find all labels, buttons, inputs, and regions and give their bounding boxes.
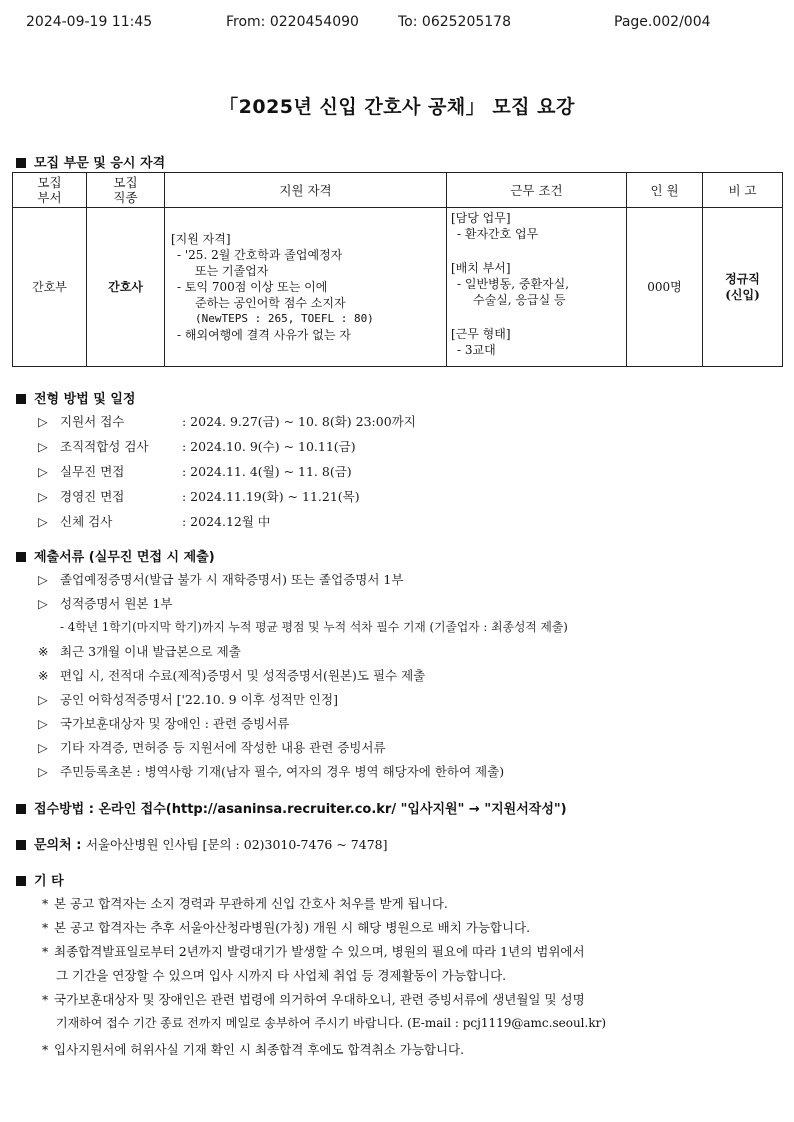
list-item bbox=[38, 437, 356, 455]
asterisk-icon: * bbox=[42, 1042, 49, 1057]
list-item bbox=[38, 412, 416, 430]
triangle-bullet-icon: ▷ bbox=[38, 514, 48, 529]
header-job-line1: 모집 bbox=[113, 175, 138, 190]
header-dept-line2: 부서 bbox=[37, 190, 62, 205]
cond-place-line1: - 일반병동, 중환자실, bbox=[457, 277, 570, 291]
section-heading-text: 전형 방법 및 일정 bbox=[34, 392, 136, 407]
asterisk-icon: * bbox=[42, 944, 49, 959]
list-item bbox=[42, 918, 530, 936]
recruit-table bbox=[12, 172, 783, 367]
square-bullet-icon bbox=[16, 552, 26, 562]
qual-line: 또는 기졸업자 bbox=[195, 264, 269, 278]
section-heading-text: 모집 부문 및 응시 자격 bbox=[34, 156, 166, 171]
fax-from: From: 0220454090 bbox=[226, 14, 359, 30]
qual-line: - 해외여행에 결격 사유가 없는 자 bbox=[177, 328, 351, 342]
schedule-label: 실무진 면접 bbox=[60, 464, 125, 479]
document-text: 편입 시, 전적대 수료(제적)증명서 및 성적증명서(원본)도 필수 제출 bbox=[60, 668, 426, 683]
note-mark-icon: ※ bbox=[38, 668, 49, 683]
list-item bbox=[56, 966, 506, 984]
section-heading-documents bbox=[16, 546, 215, 565]
qual-line: - 토익 700점 이상 또는 이에 bbox=[177, 280, 328, 294]
cond-duty: - 환자간호 업무 bbox=[457, 227, 539, 241]
section-heading-schedule bbox=[16, 388, 135, 407]
triangle-bullet-icon: ▷ bbox=[38, 464, 48, 479]
schedule-value: : 2024.11.19(화) ~ 11.21(목) bbox=[182, 489, 360, 504]
list-item bbox=[38, 462, 352, 480]
note-line1: 정규직 bbox=[725, 272, 760, 286]
asterisk-icon: * bbox=[42, 896, 49, 911]
list-item bbox=[60, 618, 568, 635]
cond-place-title: [배치 부서] bbox=[451, 261, 511, 275]
qual-line: (NewTEPS : 265, TOEFL : 80) bbox=[195, 312, 374, 325]
note-mark-icon: ※ bbox=[38, 644, 49, 659]
schedule-label: 조직적합성 검사 bbox=[60, 439, 149, 454]
header-note: 비 고 bbox=[703, 173, 783, 208]
list-item bbox=[38, 594, 173, 612]
square-bullet-icon bbox=[16, 394, 26, 404]
triangle-bullet-icon: ▷ bbox=[38, 414, 48, 429]
list-item bbox=[38, 762, 504, 780]
document-text: 주민등록초본 : 병역사항 기재(남자 필수, 여자의 경우 병역 해당자에 한하여 제출) bbox=[60, 764, 505, 779]
section-heading-recruit bbox=[16, 152, 165, 171]
square-bullet-icon bbox=[16, 840, 26, 850]
header-dept bbox=[13, 173, 87, 208]
cell-count: 000명 bbox=[627, 208, 703, 367]
etc-text: 본 공고 합격자는 추후 서울아산청라병원(가칭) 개원 시 해당 병원으로 배치 가능합니다. bbox=[54, 920, 531, 935]
schedule-label: 신체 검사 bbox=[60, 514, 113, 529]
header-qual: 지원 자격 bbox=[165, 173, 447, 208]
cell-qual bbox=[165, 208, 447, 367]
etc-text: 입사지원서에 허위사실 기재 확인 시 최종합격 후에도 합격취소 가능합니다. bbox=[54, 1042, 465, 1057]
schedule-value: : 2024.12월 中 bbox=[182, 514, 271, 529]
table-row bbox=[13, 208, 783, 367]
triangle-bullet-icon: ▷ bbox=[38, 572, 48, 587]
list-item bbox=[38, 512, 270, 530]
schedule-value: : 2024.11. 4(월) ~ 11. 8(금) bbox=[182, 464, 352, 479]
cond-type: - 3교대 bbox=[457, 343, 496, 357]
document-text: 기타 자격증, 면허증 등 지원서에 작성한 내용 관련 증빙서류 bbox=[60, 740, 386, 755]
schedule-label: 지원서 접수 bbox=[60, 414, 125, 429]
asterisk-icon: * bbox=[42, 992, 49, 1007]
square-bullet-icon bbox=[16, 158, 26, 168]
fax-to: To: 0625205178 bbox=[398, 14, 511, 30]
header-dept-line1: 모집 bbox=[37, 175, 62, 190]
etc-text: 본 공고 합격자는 소지 경력과 무관하게 신입 간호사 처우를 받게 됩니다. bbox=[54, 896, 448, 911]
schedule-value: : 2024.10. 9(수) ~ 10.11(금) bbox=[182, 439, 356, 454]
cond-type-title: [근무 형태] bbox=[451, 327, 511, 341]
list-item bbox=[42, 894, 448, 912]
section-heading-etc bbox=[16, 870, 64, 889]
list-item bbox=[42, 942, 585, 960]
section-heading-text: 기 타 bbox=[34, 874, 64, 889]
etc-text: 최종합격발표일로부터 2년까지 발령대기가 발생할 수 있으며, 병원의 필요에 따라 1년의 범위에서 bbox=[54, 944, 585, 959]
document-text: 졸업예정증명서(발급 불가 시 재학증명서) 또는 졸업증명서 1부 bbox=[60, 572, 404, 587]
list-item bbox=[38, 666, 425, 684]
etc-text: 기재하여 접수 기간 종료 전까지 메일로 송부하여 주시기 바랍니다. (E-mail : pcj1119@amc.seoul.kr) bbox=[56, 1016, 607, 1030]
list-item bbox=[38, 738, 386, 756]
triangle-bullet-icon: ▷ bbox=[38, 740, 48, 755]
square-bullet-icon bbox=[16, 876, 26, 886]
page-title: 「2025년 신입 간호사 공채」 모집 요강 bbox=[219, 96, 575, 118]
cond-place-line2: 수술실, 응급실 등 bbox=[473, 293, 566, 307]
document-text: 성적증명서 원본 1부 bbox=[60, 596, 173, 611]
table-header-row bbox=[13, 173, 783, 208]
cond-duty-title: [담당 업무] bbox=[451, 211, 511, 225]
header-count: 인 원 bbox=[627, 173, 703, 208]
list-item bbox=[38, 642, 241, 660]
triangle-bullet-icon: ▷ bbox=[38, 764, 48, 779]
section-heading-contact bbox=[16, 834, 387, 853]
triangle-bullet-icon: ▷ bbox=[38, 439, 48, 454]
qual-title: [지원 자격] bbox=[171, 232, 231, 246]
square-bullet-icon bbox=[16, 804, 26, 814]
schedule-label: 경영진 면접 bbox=[60, 489, 125, 504]
cell-cond bbox=[447, 208, 627, 367]
fax-page: Page.002/004 bbox=[614, 14, 711, 30]
qual-line: 준하는 공인어학 점수 소지자 bbox=[195, 296, 346, 310]
contact-value: 서울아산병원 인사팀 [문의 : 02)3010-7476 ~ 7478] bbox=[85, 837, 388, 852]
note-line2: (신입) bbox=[725, 288, 760, 302]
cell-job: 간호사 bbox=[87, 208, 165, 367]
triangle-bullet-icon: ▷ bbox=[38, 692, 48, 707]
fax-header bbox=[26, 14, 754, 36]
cell-note bbox=[703, 208, 783, 367]
contact-label: 문의처 : bbox=[34, 838, 82, 853]
document-text: - 4학년 1학기(마지막 학기)까지 누적 평균 평점 및 누적 석차 필수 기재 (기졸업자 : 최종성적 제출) bbox=[60, 620, 568, 634]
qual-line: - '25. 2월 간호학과 졸업예정자 bbox=[177, 248, 343, 262]
header-job bbox=[87, 173, 165, 208]
section-heading-text: 제출서류 (실무진 면접 시 제출) bbox=[34, 550, 215, 565]
etc-text: 그 기간을 연장할 수 있으며 입사 시까지 타 사업체 취업 등 경제활동이 가능합니다. bbox=[56, 968, 507, 983]
list-item bbox=[38, 570, 403, 588]
list-item bbox=[38, 690, 338, 708]
etc-text: 국가보훈대상자 및 장애인은 관련 법령에 의거하여 우대하오니, 관련 증빙서류에 생년월일 및 성명 bbox=[54, 992, 585, 1007]
triangle-bullet-icon: ▷ bbox=[38, 596, 48, 611]
header-cond: 근무 조건 bbox=[447, 173, 627, 208]
list-item bbox=[42, 990, 585, 1008]
list-item bbox=[38, 487, 360, 505]
list-item bbox=[38, 714, 289, 732]
apply-method-text: 접수방법 : 온라인 접수(http://asaninsa.recruiter.co.kr/ "입사지원" → "지원서작성") bbox=[34, 802, 567, 817]
section-heading-apply bbox=[16, 798, 567, 817]
schedule-value: : 2024. 9.27(금) ~ 10. 8(화) 23:00까지 bbox=[182, 414, 416, 429]
document-text: 국가보훈대상자 및 장애인 : 관련 증빙서류 bbox=[60, 716, 290, 731]
document-text: 공인 어학성적증명서 ['22.10. 9 이후 성적만 인정] bbox=[60, 692, 338, 707]
list-item bbox=[42, 1040, 464, 1058]
fax-datetime: 2024-09-19 11:45 bbox=[26, 14, 153, 30]
document-text: 최근 3개월 이내 발급본으로 제출 bbox=[60, 644, 241, 659]
asterisk-icon: * bbox=[42, 920, 49, 935]
list-item bbox=[56, 1014, 606, 1031]
header-job-line2: 직종 bbox=[113, 190, 138, 205]
cell-dept: 간호부 bbox=[13, 208, 87, 367]
triangle-bullet-icon: ▷ bbox=[38, 489, 48, 504]
triangle-bullet-icon: ▷ bbox=[38, 716, 48, 731]
